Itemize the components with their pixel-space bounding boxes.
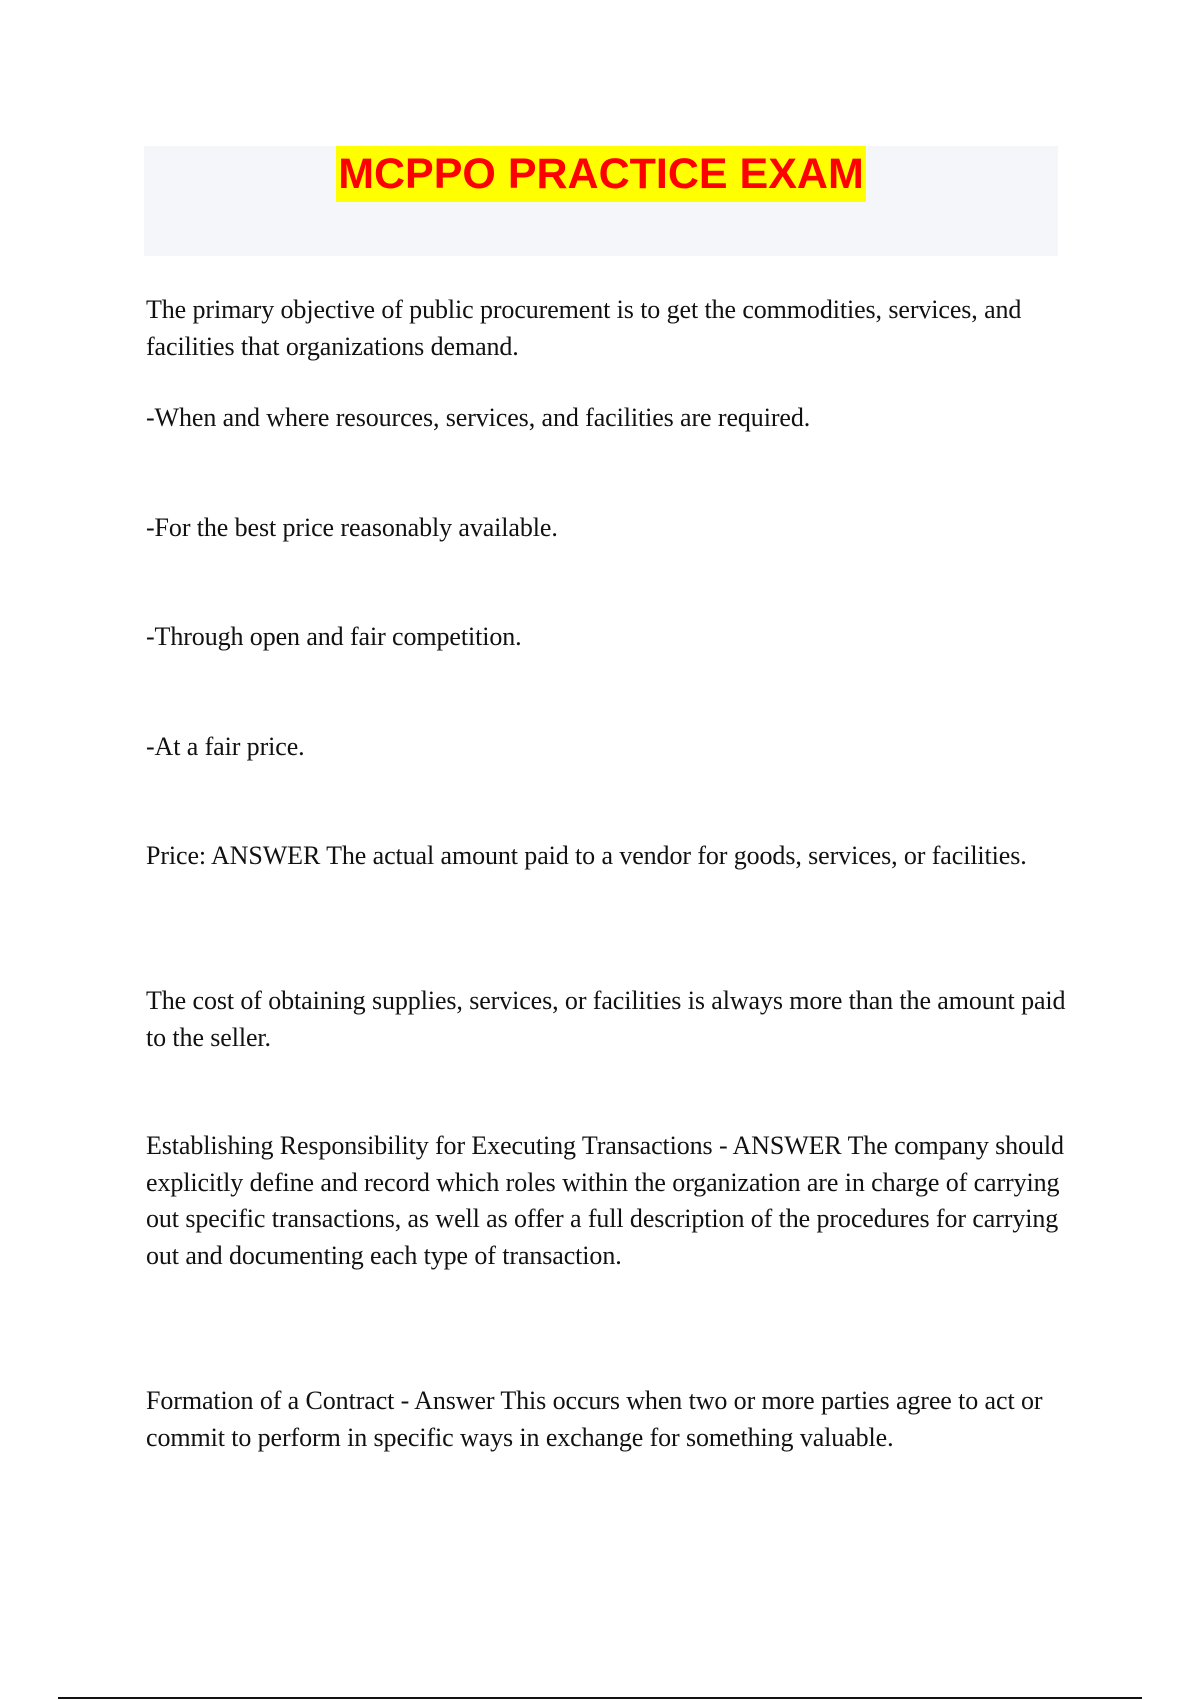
paragraph-open-competition: -Through open and fair competition. — [146, 622, 522, 651]
paragraph-when-and-where: -When and where resources, services, and facilities are required. — [146, 403, 811, 432]
title-band — [144, 146, 1058, 256]
paragraph-formation-of-contract: Formation of a Contract - Answer This occurs when two or more parties agree to act or commit to perform in specific ways in exchange for something valuable. — [146, 1386, 1043, 1452]
document-title — [144, 146, 1058, 202]
document-title-text: MCPPO PRACTICE EXAM — [336, 146, 866, 202]
bottom-divider — [58, 1697, 1142, 1699]
paragraph-fair-price: -At a fair price. — [146, 732, 305, 761]
paragraph-procurement-objective: The primary objective of public procurement is to get the commodities, services, and facilities that organizations demand. — [146, 295, 1022, 361]
paragraph-best-price: -For the best price reasonably available. — [146, 513, 558, 542]
paragraph-establishing-responsibility: Establishing Responsibility for Executing Transactions - ANSWER The company should explicitly define and record which roles within the organization are in charge of carrying out specific transactions, as well as offer a full description of the procedures for carrying out and documenting each type of transaction. — [146, 1131, 1064, 1270]
paragraph-price-definition: Price: ANSWER The actual amount paid to a vendor for goods, services, or facilities. — [146, 841, 1027, 870]
paragraph-cost-of-obtaining: The cost of obtaining supplies, services, or facilities is always more than the amount paid to the seller. — [146, 986, 1066, 1052]
